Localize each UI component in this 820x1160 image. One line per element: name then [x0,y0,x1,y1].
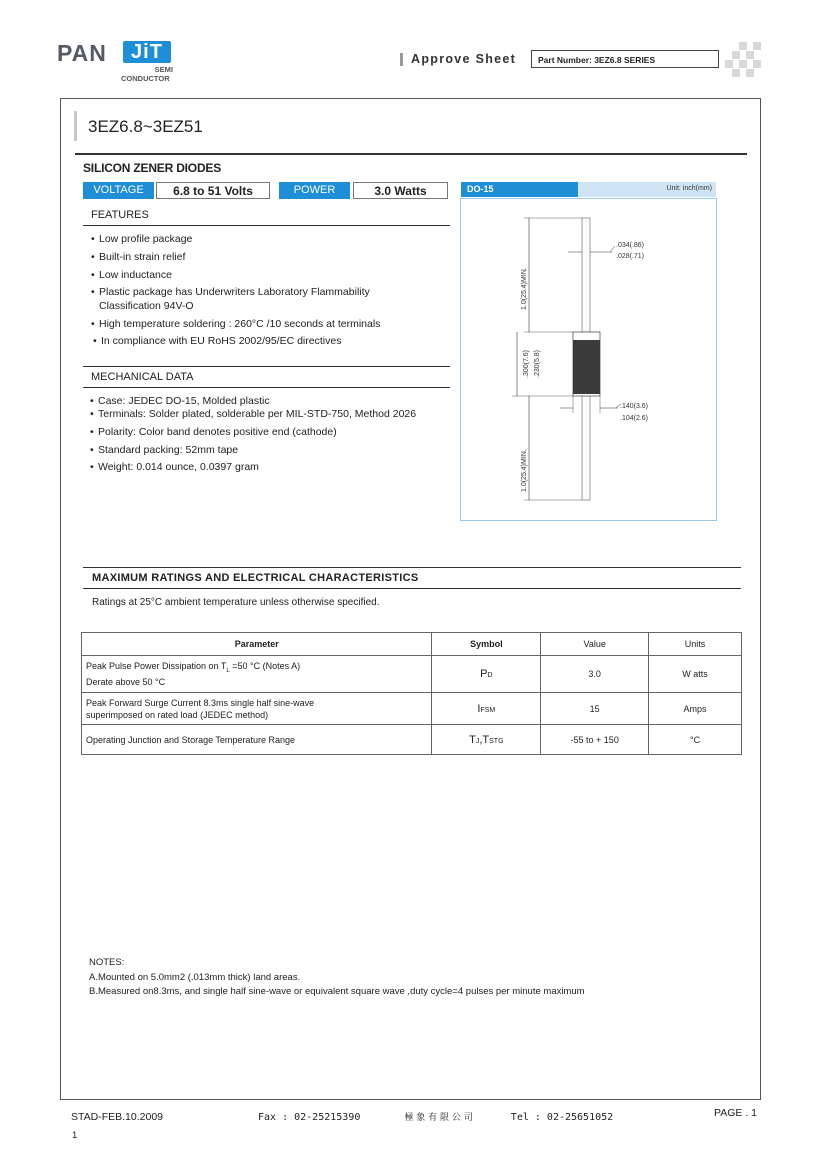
feature-item: • In compliance with EU RoHS 2002/95/EC directives [101,334,341,348]
power-value: 3.0 Watts [353,182,448,199]
value-cell: 3.0 [541,656,649,693]
feature-item: • High temperature soldering : 260°C /10 seconds at terminals [99,317,380,331]
dim-body-dia-max: .140(3.6) [620,403,649,410]
logo-subtitle-2: CONDUCTOR [121,74,170,83]
notes-heading: NOTES: [89,957,125,968]
package-unit: Unit: inch(mm) [666,185,712,192]
column-header: Units [649,633,742,656]
mechanical-item: • Polarity: Color band denotes positive end (cathode) [98,425,337,439]
logo-subtitle-1: SEMI [154,65,173,74]
ratings-heading: MAXIMUM RATINGS AND ELECTRICAL CHARACTERISTICS [92,572,419,584]
feature-item-continued: Classification 94V-O [99,300,194,312]
mechanical-item: • Weight: 0.014 ounce, 0.0397 gram [98,460,259,474]
dim-body-length-max: .300(7.6) [523,349,530,378]
parameter-cell: Operating Junction and Storage Temperature Range [82,725,432,755]
approve-sheet-label: Approve Sheet [411,52,517,66]
mechanical-item: • Standard packing: 52mm tape [98,443,238,457]
mechanical-heading: MECHANICAL DATA [91,371,194,383]
parameter-cell: Peak Pulse Power Dissipation on $T_L =50$ °C (Notes A) Derate above 50 °C [82,656,432,693]
mechanical-rule [83,387,450,388]
footer-date: STAD-FEB.10.2009 [71,1111,164,1123]
column-header: Value [541,633,649,656]
units-cell: Amps [649,693,742,725]
note-a: A.Mounted on 5.0mm2 (.013mm thick) land areas. [89,972,301,983]
units-cell: °C [649,725,742,755]
lead-bottom [582,396,590,500]
footer-page-label: PAGE . 1 [714,1107,757,1119]
package-name: DO-15 [461,182,578,197]
feature-item: • Built-in strain relief [99,250,185,264]
note-b: B.Measured on8.3ms, and single half sine-wave or equivalent square wave ,duty cycle=4 pulses per minute maximum [89,986,585,997]
logo-accent: JiT [123,41,171,63]
footer-contact [258,1110,613,1123]
dim-body-dia-min: .104(2.6) [620,415,649,422]
title-divider [75,153,747,155]
footer-fax: Fax : 02-25215390 [258,1112,361,1123]
symbol-cell: TJ,TSTG [432,725,541,755]
column-header: Symbol [432,633,541,656]
company-logo [57,40,182,86]
dim-lead-length-top: 1.0(25.4)MIN. [521,267,528,310]
table-row [82,656,742,693]
cathode-band [573,340,600,394]
voltage-value: 6.8 to 51 Volts [156,182,270,199]
footer-company: 極 象 有 限 公 司 [404,1113,473,1123]
feature-item: • Low inductance [99,268,172,282]
dim-lead-dia-max: .034(.86) [616,242,645,249]
logo-text: PAN [57,40,107,66]
feature-item: • Plastic package has Underwriters Laboratory Flammability [99,285,370,299]
dim-body-length-min: .230(5.8) [534,349,541,378]
features-heading: FEATURES [91,209,149,221]
features-rule [83,225,450,226]
mechanical-rule-top [83,366,450,367]
footer-tel: Tel : 02-25651052 [510,1112,614,1123]
page-title: 3EZ6.8~3EZ51 [88,117,203,136]
voltage-label: VOLTAGE [83,182,154,199]
table-row [82,693,742,725]
column-header: Parameter [82,633,432,656]
ratings-note: Ratings at 25°C ambient temperature unless otherwise specified. [92,597,380,608]
table-row [82,725,742,755]
ratings-table [81,632,742,755]
footer-page-number: 1 [72,1130,78,1141]
table-header-row [82,633,742,656]
feature-item: • Low profile package [99,232,192,246]
section-title: SILICON ZENER DIODES [83,161,222,175]
dim-lead-dia-min: .028(.71) [616,253,645,260]
checker-decoration [725,42,761,78]
package-outline-drawing [460,198,717,521]
value-cell: 15 [541,693,649,725]
power-label: POWER [279,182,350,199]
dim-lead-length-bottom: 1.0(25.4)MIN. [521,449,528,492]
approve-bar-decoration [400,53,403,66]
value-cell: -55 to + 150 [541,725,649,755]
part-number-box: Part Number: 3EZ6.8 SERIES [531,50,719,68]
units-cell: W atts [649,656,742,693]
title-bar-decoration [74,111,77,141]
mechanical-item: • Terminals: Solder plated, solderable per MIL-STD-750, Method 2026 [98,407,416,421]
lead-top [582,218,590,332]
parameter-cell: Peak Forward Surge Current 8.3ms single half sine-wave superimposed on rated load (JEDEC method) [82,693,432,725]
symbol-cell: IFSM [432,693,541,725]
ratings-rule-top [83,567,741,568]
mechanical-item: • Case: JEDEC DO-15, Molded plastic [98,394,270,408]
symbol-cell: PD [432,656,541,693]
ratings-rule-bottom [83,588,741,589]
